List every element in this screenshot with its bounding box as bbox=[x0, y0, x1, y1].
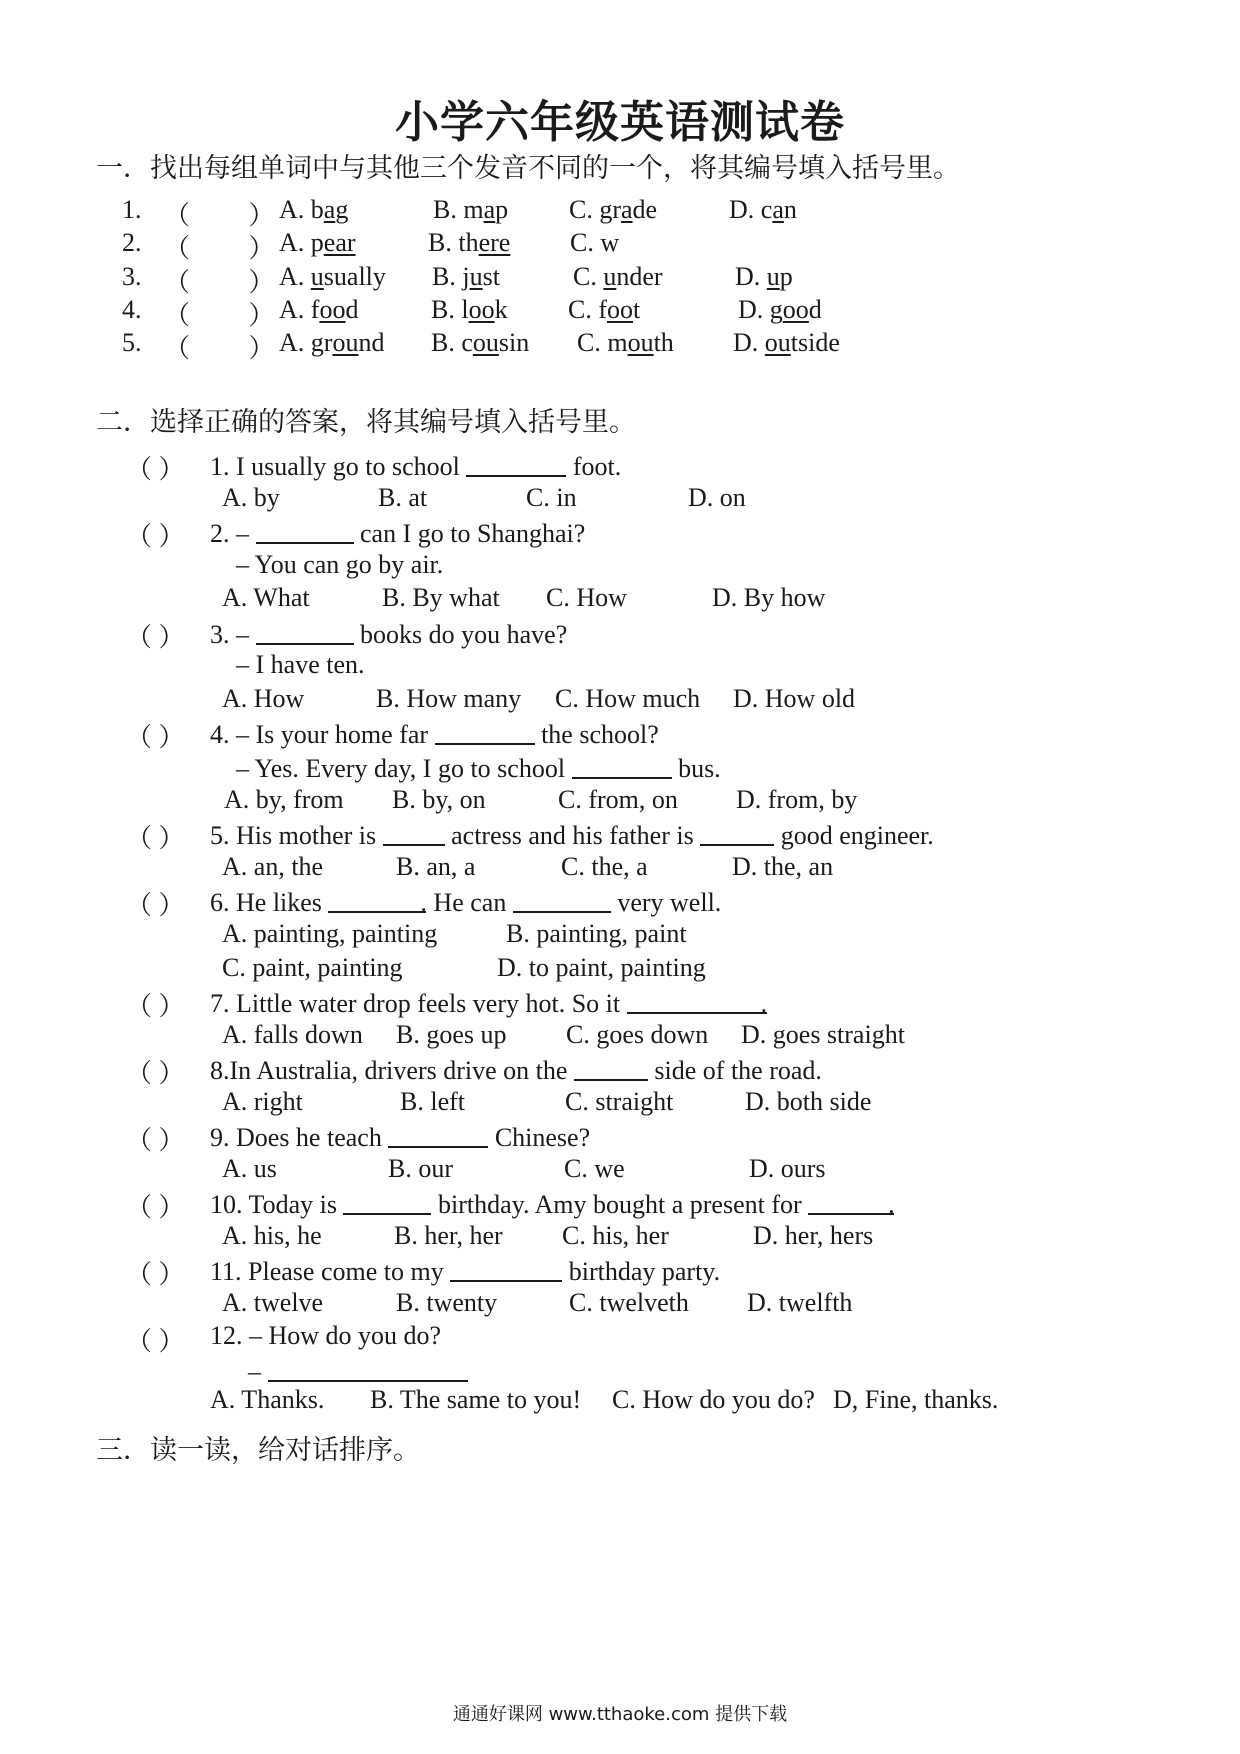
word-suffix: p bbox=[779, 262, 793, 291]
option-d: D. ours bbox=[749, 1154, 826, 1183]
word-prefix: C. m bbox=[577, 328, 628, 357]
question-text: 4. – Is your home far bbox=[210, 720, 429, 749]
answer-bracket[interactable]: （ ） bbox=[164, 234, 275, 263]
question-10 bbox=[210, 1187, 895, 1220]
question-text: can I go to Shanghai? bbox=[360, 519, 586, 548]
word-option-b bbox=[431, 295, 508, 325]
option-c: C. How bbox=[546, 583, 627, 612]
answer-bracket[interactable]: （ ） bbox=[126, 723, 185, 752]
question-text: . bbox=[888, 1190, 895, 1219]
word-prefix: D. g bbox=[738, 295, 783, 324]
footer-source: 通通好课网 www.tthaoke.com 提供下载 bbox=[452, 1704, 788, 1725]
question-4 bbox=[210, 717, 659, 750]
answer-blank[interactable] bbox=[513, 885, 611, 913]
option-a: A. right bbox=[222, 1087, 303, 1116]
answer-bracket[interactable]: （ ） bbox=[126, 522, 185, 551]
option-b: B. left bbox=[400, 1087, 465, 1116]
question-text: birthday party. bbox=[568, 1257, 721, 1286]
item-number: 4. bbox=[122, 295, 142, 324]
answer-bracket[interactable]: （ ） bbox=[126, 1126, 185, 1155]
question-8 bbox=[210, 1053, 822, 1086]
word-option-c bbox=[570, 228, 619, 258]
word-option-b bbox=[432, 262, 500, 292]
option-a: A. painting, painting bbox=[222, 919, 438, 948]
option-d: D. from, by bbox=[736, 785, 858, 814]
answer-blank[interactable] bbox=[256, 617, 354, 645]
question-text: 9. Does he teach bbox=[210, 1123, 382, 1152]
underlined-sound: oo bbox=[782, 295, 809, 324]
underlined-sound: ou bbox=[627, 328, 654, 357]
item-number: 3. bbox=[122, 262, 142, 291]
word-suffix: p bbox=[495, 195, 509, 224]
reply-text: – You can go by air. bbox=[236, 550, 444, 579]
word-suffix: n bbox=[783, 195, 797, 224]
answer-blank[interactable] bbox=[328, 885, 426, 913]
word-suffix: th bbox=[653, 328, 674, 357]
answer-bracket[interactable]: （ ） bbox=[126, 824, 185, 853]
question-3 bbox=[210, 617, 567, 650]
option-b: B. an, a bbox=[396, 852, 476, 881]
answer-bracket[interactable]: （ ） bbox=[126, 992, 185, 1021]
answer-bracket[interactable]: （ ） bbox=[126, 1059, 185, 1088]
question-text: 11. Please come to my bbox=[210, 1257, 444, 1286]
word-suffix: nd bbox=[358, 328, 385, 357]
question-text: Chinese? bbox=[494, 1123, 591, 1152]
word-prefix: C. bbox=[573, 262, 604, 291]
word-option-a bbox=[279, 328, 384, 358]
option-d: D. twelfth bbox=[747, 1288, 853, 1317]
word-prefix: C. f bbox=[568, 295, 607, 324]
word-prefix: D. bbox=[735, 262, 767, 291]
option-b: B. goes up bbox=[396, 1020, 507, 1049]
word-option-d bbox=[735, 262, 793, 292]
question-5 bbox=[210, 818, 934, 851]
option-c: C. his, her bbox=[562, 1221, 669, 1250]
question-text: 5. His mother is bbox=[210, 821, 377, 850]
option-a: A. What bbox=[222, 583, 310, 612]
word-prefix: B. l bbox=[431, 295, 469, 324]
option-a: A. falls down bbox=[222, 1020, 363, 1049]
word-prefix: D. c bbox=[729, 195, 773, 224]
question-text: 10. Today is bbox=[210, 1190, 337, 1219]
option-d: D. How old bbox=[733, 684, 856, 713]
reply-part: bus. bbox=[678, 754, 721, 783]
question-text: 2. – bbox=[210, 519, 249, 548]
option-d: D. the, an bbox=[732, 852, 834, 881]
option-d: D. to paint, painting bbox=[497, 953, 706, 982]
question-11 bbox=[210, 1254, 720, 1287]
item-number: 5. bbox=[122, 328, 142, 357]
word-option-c bbox=[568, 295, 640, 325]
word-prefix: B. j bbox=[432, 262, 470, 291]
word-suffix: de bbox=[632, 195, 658, 224]
word-option-b bbox=[431, 328, 529, 358]
option-c: C. How much bbox=[555, 684, 701, 713]
question-text: 1. I usually go to school bbox=[210, 452, 460, 481]
question-text: 8.In Australia, drivers drive on the bbox=[210, 1056, 568, 1085]
word-suffix: sually bbox=[323, 262, 386, 291]
underlined-sound: a bbox=[772, 195, 784, 224]
option-a: A. his, he bbox=[222, 1221, 322, 1250]
option-b: B. The same to you! bbox=[370, 1385, 582, 1414]
underlined-sound: u bbox=[469, 262, 483, 291]
word-option-c bbox=[577, 328, 674, 358]
option-b: B. painting, paint bbox=[506, 919, 687, 948]
reply-text bbox=[248, 1354, 468, 1387]
word-prefix: C. gr bbox=[569, 195, 621, 224]
answer-bracket[interactable]: （ ） bbox=[164, 334, 275, 363]
word-prefix: A. f bbox=[279, 295, 320, 324]
option-c: C. we bbox=[564, 1154, 625, 1183]
option-d: D. By how bbox=[712, 583, 826, 612]
option-d: D. goes straight bbox=[741, 1020, 905, 1049]
word-suffix: d bbox=[345, 295, 359, 324]
underlined-sound: ou bbox=[332, 328, 359, 357]
question-text: the school? bbox=[541, 720, 659, 749]
word-option-c bbox=[569, 195, 657, 225]
reply-part: – Yes. Every day, I go to school bbox=[236, 754, 566, 783]
option-c: C. from, on bbox=[558, 785, 678, 814]
section1-heading: 一．找出每组单词中与其他三个发音不同的一个，将其编号填入括号里。 bbox=[96, 153, 960, 184]
answer-bracket[interactable]: （ ） bbox=[126, 1327, 185, 1356]
option-b: B. By what bbox=[382, 583, 500, 612]
answer-blank[interactable] bbox=[808, 1187, 894, 1215]
option-c: C. straight bbox=[565, 1087, 674, 1116]
word-suffix: t bbox=[633, 295, 641, 324]
option-a: A. by bbox=[222, 483, 280, 512]
option-c: C. in bbox=[526, 483, 577, 512]
answer-blank[interactable] bbox=[572, 751, 672, 779]
underlined-sound: u bbox=[310, 262, 324, 291]
option-d: D. on bbox=[688, 483, 746, 512]
answer-blank[interactable] bbox=[388, 1120, 488, 1148]
answer-blank[interactable] bbox=[700, 818, 774, 846]
question-text: good engineer. bbox=[780, 821, 934, 850]
word-prefix: A. bbox=[279, 262, 311, 291]
answer-blank[interactable] bbox=[383, 818, 445, 846]
option-c: C. paint, painting bbox=[222, 953, 403, 982]
word-suffix: nder bbox=[616, 262, 663, 291]
reply-text: – I have ten. bbox=[236, 650, 365, 679]
word-suffix: g bbox=[335, 195, 349, 224]
option-c: C. twelveth bbox=[569, 1288, 689, 1317]
word-prefix: A. p bbox=[279, 228, 324, 257]
question-text: 7. Little water drop feels very hot. So it bbox=[210, 989, 621, 1018]
underlined-sound: ou bbox=[472, 328, 499, 357]
question-text: actress and his father is bbox=[451, 821, 694, 850]
question-text: very well. bbox=[617, 888, 722, 917]
word-option-b bbox=[428, 228, 510, 258]
answer-bracket[interactable]: （ ） bbox=[126, 1260, 185, 1289]
question-text: birthday. Amy bought a present for bbox=[437, 1190, 802, 1219]
underlined-sound: ou bbox=[764, 328, 791, 357]
option-b: B. How many bbox=[376, 684, 522, 713]
underlined-sound: oo bbox=[607, 295, 633, 324]
option-c: C. goes down bbox=[566, 1020, 709, 1049]
question-text: 6. He likes bbox=[210, 888, 322, 917]
answer-blank[interactable] bbox=[256, 516, 354, 544]
underlined-sound: oo bbox=[468, 295, 495, 324]
answer-bracket[interactable]: （ ） bbox=[164, 301, 275, 330]
reply-dash: – bbox=[248, 1357, 261, 1386]
underlined-sound: oo bbox=[319, 295, 346, 324]
answer-bracket[interactable]: （ ） bbox=[164, 268, 275, 297]
word-option-c bbox=[573, 262, 663, 292]
word-option-b bbox=[433, 195, 508, 225]
question-9 bbox=[210, 1120, 590, 1153]
option-a: A. by, from bbox=[224, 785, 344, 814]
word-prefix: A. b bbox=[279, 195, 324, 224]
underlined-sound: u bbox=[603, 262, 617, 291]
word-option-a bbox=[279, 262, 386, 292]
word-option-a bbox=[279, 295, 358, 325]
page-title: 小学六年级英语测试卷 bbox=[395, 97, 845, 148]
section3-heading: 三．读一读，给对话排序。 bbox=[96, 1435, 420, 1466]
reply-text bbox=[236, 751, 721, 784]
word-option-a bbox=[279, 195, 348, 225]
word-prefix: C. w bbox=[570, 228, 620, 257]
option-b: B. by, on bbox=[392, 785, 486, 814]
question-7 bbox=[210, 986, 767, 1019]
question-1 bbox=[210, 449, 621, 482]
option-a: A. twelve bbox=[222, 1288, 324, 1317]
word-option-d bbox=[738, 295, 822, 325]
underlined-sound: a bbox=[483, 195, 496, 224]
underlined-sound: ere bbox=[478, 228, 511, 257]
question-text: . He can bbox=[420, 888, 507, 917]
option-a: A. us bbox=[222, 1154, 277, 1183]
answer-blank[interactable] bbox=[435, 717, 535, 745]
question-text: 3. – bbox=[210, 620, 249, 649]
option-a: A. How bbox=[222, 684, 305, 713]
item-number: 2. bbox=[122, 228, 142, 257]
answer-bracket[interactable]: （ ） bbox=[126, 1193, 185, 1222]
option-c: C. How do you do? bbox=[612, 1385, 815, 1414]
option-b: B. twenty bbox=[396, 1288, 498, 1317]
word-prefix: B. m bbox=[433, 195, 484, 224]
underlined-sound: ear bbox=[323, 228, 356, 257]
word-suffix: tside bbox=[790, 328, 840, 357]
word-option-a bbox=[279, 228, 356, 258]
question-text: . bbox=[760, 989, 768, 1018]
question-text: side of the road. bbox=[654, 1056, 822, 1085]
option-d: D. both side bbox=[745, 1087, 872, 1116]
answer-bracket[interactable]: （ ） bbox=[164, 201, 275, 230]
option-a: A. an, the bbox=[222, 852, 324, 881]
option-b: B. our bbox=[388, 1154, 453, 1183]
underlined-sound: a bbox=[323, 195, 336, 224]
word-prefix: A. gr bbox=[279, 328, 333, 357]
answer-bracket[interactable]: （ ） bbox=[126, 455, 185, 484]
underlined-sound: u bbox=[766, 262, 780, 291]
word-suffix: d bbox=[808, 295, 822, 324]
word-prefix: B. th bbox=[428, 228, 479, 257]
question-text: foot. bbox=[572, 452, 622, 481]
question-text: books do you have? bbox=[360, 620, 568, 649]
item-number: 1. bbox=[122, 195, 142, 224]
option-b: B. her, her bbox=[394, 1221, 503, 1250]
answer-blank[interactable] bbox=[574, 1053, 648, 1081]
option-c: C. the, a bbox=[561, 852, 648, 881]
answer-bracket[interactable]: （ ） bbox=[126, 623, 185, 652]
question-2 bbox=[210, 516, 585, 549]
word-prefix: D. bbox=[733, 328, 765, 357]
answer-blank[interactable] bbox=[450, 1254, 562, 1282]
answer-blank[interactable] bbox=[268, 1354, 468, 1382]
answer-blank[interactable] bbox=[627, 986, 767, 1014]
question-6 bbox=[210, 885, 721, 918]
answer-blank[interactable] bbox=[466, 449, 566, 477]
option-a: A. Thanks. bbox=[210, 1385, 325, 1414]
word-option-d bbox=[729, 195, 797, 225]
answer-bracket[interactable]: （ ） bbox=[126, 891, 185, 920]
word-suffix: sin bbox=[498, 328, 530, 357]
word-suffix: k bbox=[494, 295, 508, 324]
answer-blank[interactable] bbox=[343, 1187, 431, 1215]
option-d: D. her, hers bbox=[753, 1221, 874, 1250]
word-prefix: B. c bbox=[431, 328, 473, 357]
question-12: 12. – How do you do? bbox=[210, 1321, 442, 1350]
option-d: D, Fine, thanks. bbox=[833, 1385, 999, 1414]
word-suffix: st bbox=[482, 262, 500, 291]
underlined-sound: a bbox=[621, 195, 633, 224]
word-option-d bbox=[733, 328, 840, 358]
section2-heading: 二．选择正确的答案，将其编号填入括号里。 bbox=[96, 407, 636, 438]
option-b: B. at bbox=[378, 483, 428, 512]
